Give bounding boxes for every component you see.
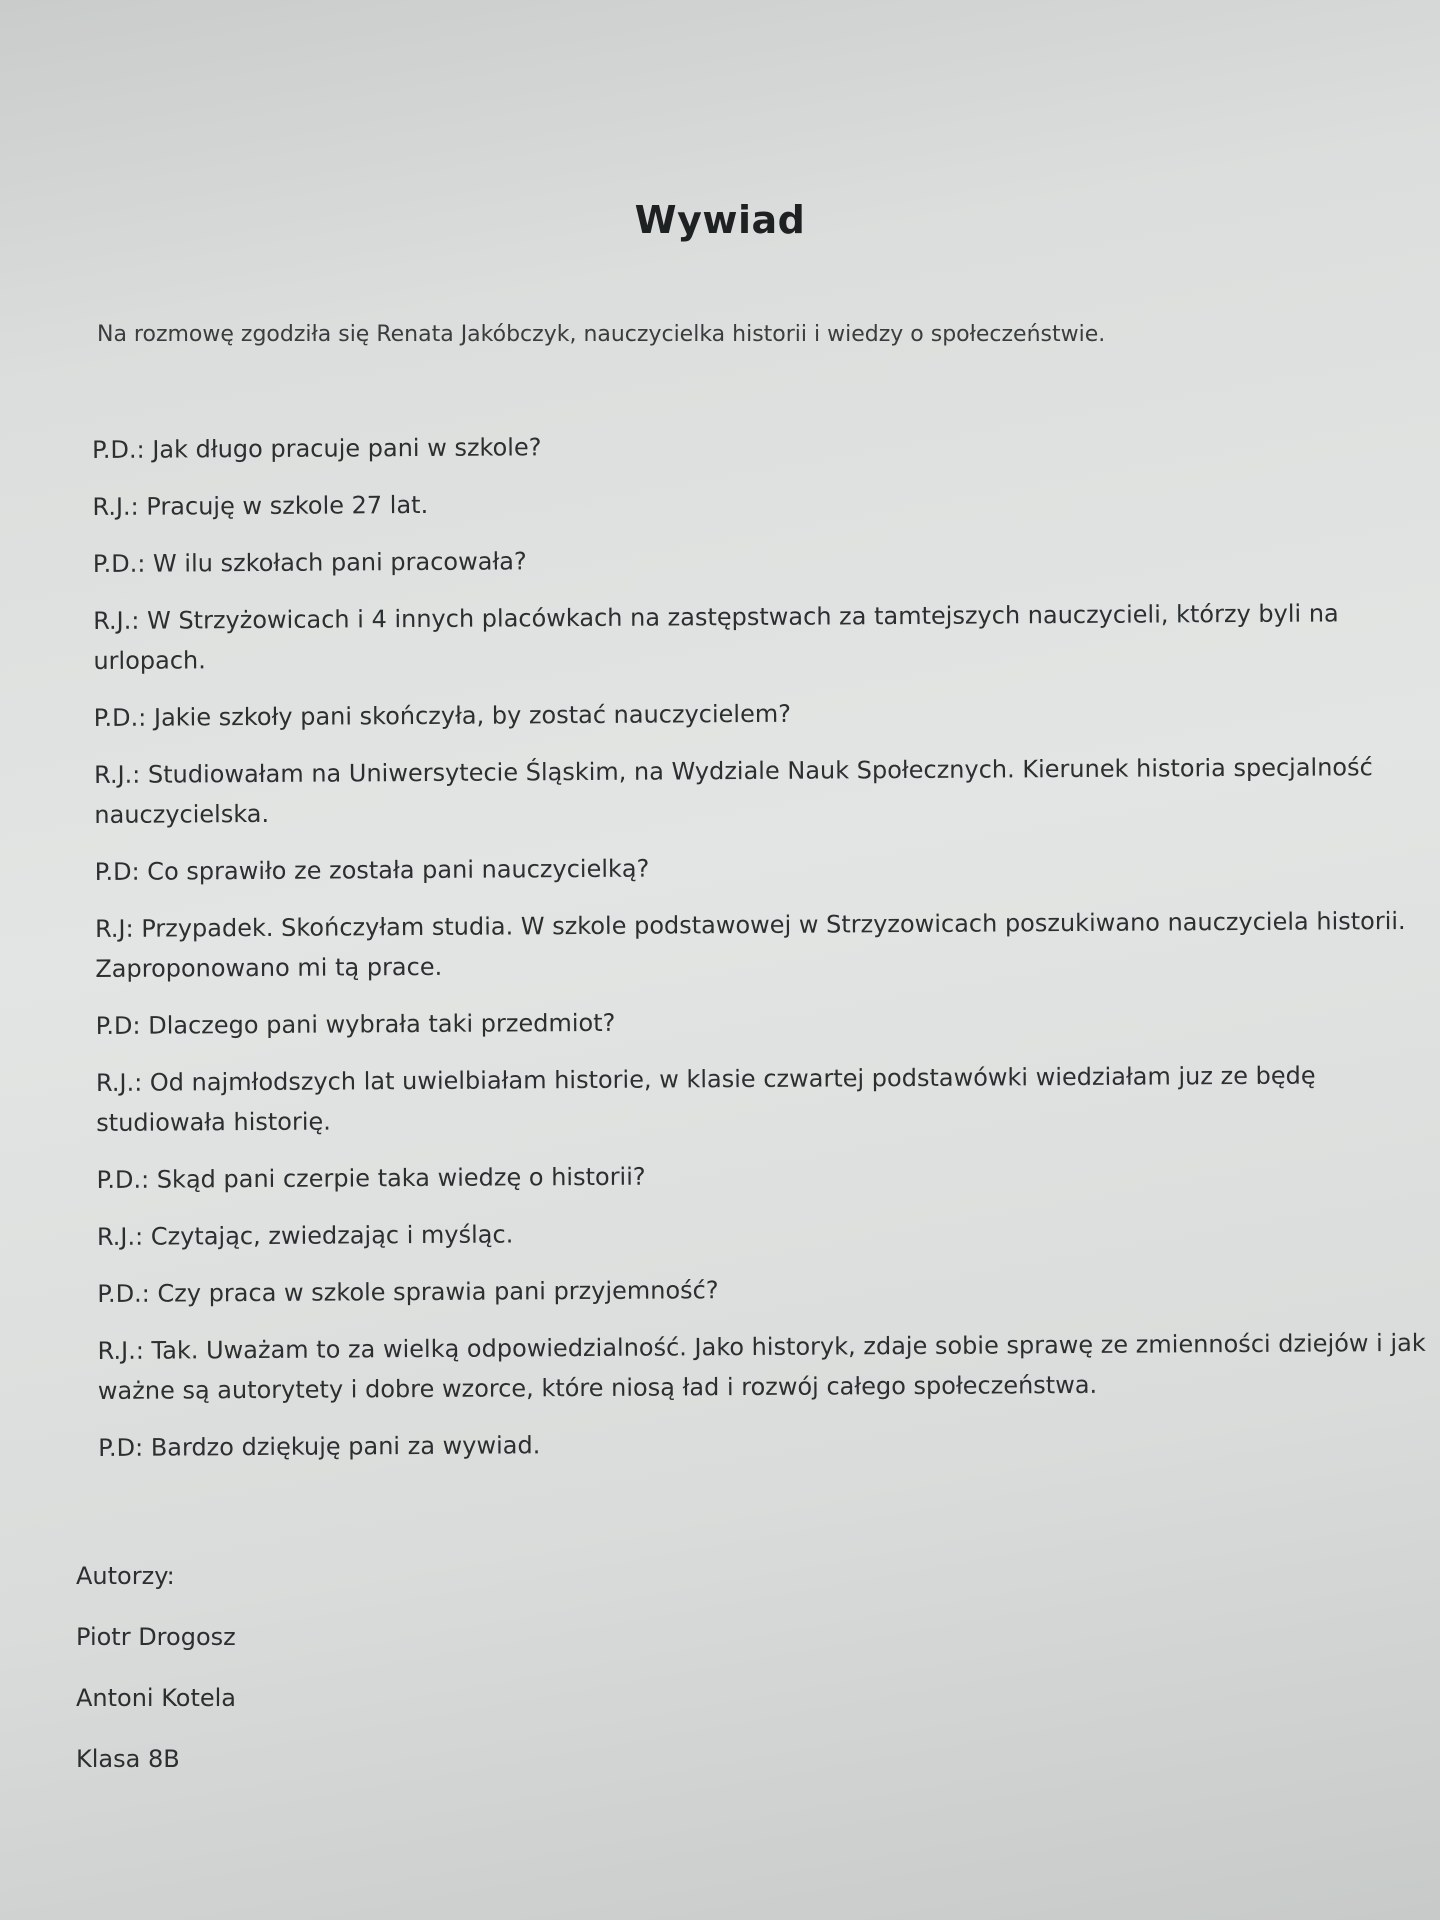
dialogue-line: R.J.: W Strzyżowicach i 4 innych placówkach na zastępstwach za tamtejszych nauczycieli, którzy byli na urlopach. <box>93 599 1339 675</box>
dialogue-line: P.D.: Skąd pani czerpie taka wiedzę o historii? <box>96 1162 646 1194</box>
dialogue-line: P.D: Dlaczego pani wybrała taki przedmiot? <box>95 1008 616 1040</box>
dialogue-line: P.D.: Jakie szkoły pani skończyła, by zostać nauczycielem? <box>93 699 792 732</box>
intro-text: Na rozmowę zgodziła się Renata Jakóbczyk, nauczycielka historii i wiedzy o społeczeństwie. <box>97 322 1106 347</box>
interview-dialogue <box>92 422 1428 1485</box>
author-name: Antoni Kotela <box>76 1684 237 1712</box>
dialogue-line: P.D.: W ilu szkołach pani pracowała? <box>92 547 527 578</box>
dialogue-line: R.J.: Studiowałam na Uniwersytecie Śląskim, na Wydziale Nauk Społecznych. Kierunek historia specjalność nauczycielska. <box>94 753 1373 829</box>
dialogue-line: R.J.: Pracuję w szkole 27 lat. <box>92 490 429 521</box>
document-title: Wywiad <box>634 198 806 242</box>
dialogue-line: P.D: Bardzo dziękuję pani za wywiad. <box>98 1431 541 1462</box>
dialogue-line: R.J: Przypadek. Skończyłam studia. W szkole podstawowej w Strzyzowicach poszukiwano nauczyciela historii. Zaproponowano mi tą prace. <box>94 906 1406 983</box>
dialogue-line: P.D.: Jak długo pracuje pani w szkole? <box>92 433 542 464</box>
dialogue-line: R.J.: Czytając, zwiedzając i myśląc. <box>96 1220 514 1251</box>
dialogue-line: P.D.: Czy praca w szkole sprawia pani przyjemność? <box>97 1276 719 1308</box>
dialogue-line: R.J.: Tak. Uważam to za wielką odpowiedzialność. Jako historyk, zdaje sobie sprawę ze zmienności dziejów i jak ważne są autorytety i dobre wzorce, które niosą ład i rozwój całego społeczeństwa. <box>97 1328 1426 1405</box>
class-label: Klasa 8B <box>76 1745 180 1773</box>
authors-label: Autorzy: <box>76 1562 175 1590</box>
authors-block <box>76 1556 236 1800</box>
author-name: Piotr Drogosz <box>76 1623 236 1651</box>
dialogue-line: R.J.: Od najmłodszych lat uwielbiałam historie, w klasie czwartej podstawówki wiedziałam juz ze będę studiowała historię. <box>95 1061 1316 1137</box>
dialogue-line: P.D: Co sprawiło ze została pani nauczycielką? <box>94 854 650 886</box>
